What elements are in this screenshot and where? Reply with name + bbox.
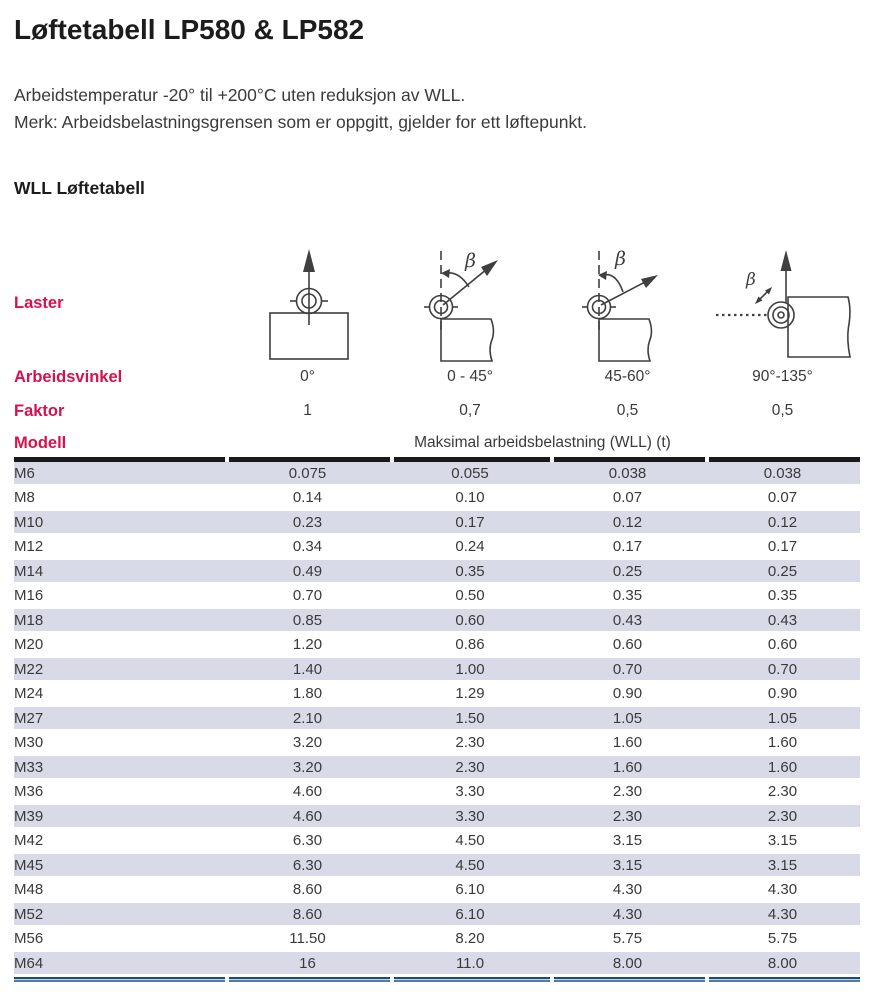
diagram-side-lift-90-135deg <box>705 243 860 363</box>
wll-value-cell: 6.30 <box>292 832 323 849</box>
arbeidsvinkel-label: Arbeidsvinkel <box>14 367 123 386</box>
model-cell: M27 <box>14 709 44 727</box>
wll-value-cell: 0.10 <box>455 489 485 506</box>
wll-value-cell: 2.10 <box>292 709 323 727</box>
wll-value-cell: 1.60 <box>612 758 643 776</box>
diagram-angled-lift-0-45deg <box>390 243 550 363</box>
svg-text:β: β <box>614 248 626 270</box>
table-row <box>14 805 860 827</box>
wll-value-cell: 1.60 <box>767 734 798 751</box>
model-cell: M22 <box>14 660 44 678</box>
faktor-label: Faktor <box>14 401 65 420</box>
wll-value-cell: 3.15 <box>767 832 798 849</box>
table-row <box>14 781 860 803</box>
angle-value: 45-60° <box>604 368 651 385</box>
wll-value-cell: 4.60 <box>292 807 323 825</box>
wll-value-cell: 3.20 <box>292 758 323 776</box>
wll-value-cell: 0.07 <box>612 489 643 506</box>
angled-lift-0-45-icon <box>395 245 545 363</box>
model-cell: M12 <box>14 538 44 555</box>
angle-value: 90°-135° <box>752 368 813 385</box>
wll-value-cell: 0.07 <box>767 489 798 506</box>
page-title: Løftetabell LP580 & LP582 <box>14 14 365 45</box>
model-cell: M64 <box>14 954 44 972</box>
modell-row <box>14 429 860 457</box>
model-cell: M33 <box>14 758 44 776</box>
laster-label: Laster <box>14 293 64 312</box>
intro-text <box>14 82 860 136</box>
table-row <box>14 756 860 778</box>
factor-value: 1 <box>303 402 312 419</box>
wll-value-cell: 0.25 <box>767 562 798 580</box>
wll-value-cell: 6.30 <box>292 856 323 874</box>
model-cell: M52 <box>14 905 44 923</box>
wll-value-cell: 8.60 <box>292 905 323 923</box>
model-cell: M36 <box>14 783 44 800</box>
table-row <box>14 879 860 901</box>
wll-value-cell: 1.00 <box>455 660 485 678</box>
wll-value-cell: 2.30 <box>455 758 485 776</box>
model-cell: M30 <box>14 734 44 751</box>
wll-value-cell: 0.85 <box>292 611 323 629</box>
wll-value-cell: 4.50 <box>455 856 485 874</box>
table-row <box>14 462 860 484</box>
model-cell: M6 <box>14 464 35 482</box>
model-cell: M10 <box>14 513 44 531</box>
wll-value-cell: 2.30 <box>767 807 798 825</box>
table-row <box>14 511 860 533</box>
wll-value-cell: 0.12 <box>767 513 798 531</box>
wll-value-cell: 0.35 <box>455 562 485 580</box>
arbeidsvinkel-row <box>14 363 860 391</box>
section-title: WLL Løftetabell <box>14 178 145 198</box>
wll-value-cell: 1.29 <box>455 685 485 702</box>
rule-segment <box>705 457 860 462</box>
table-row <box>14 707 860 729</box>
wll-value-cell: 0.90 <box>767 685 798 702</box>
wll-value-cell: 0.90 <box>612 685 643 702</box>
diagram-angled-lift-45-60deg <box>550 243 705 363</box>
rule-segment <box>390 457 550 462</box>
model-cell: M24 <box>14 685 44 702</box>
model-cell: M16 <box>14 587 44 604</box>
wll-value-cell: 0.86 <box>455 636 485 653</box>
wll-value-cell: 0.60 <box>612 636 643 653</box>
angle-value: 0 - 45° <box>447 368 493 385</box>
wll-value-cell: 3.15 <box>612 856 643 874</box>
wll-value-cell: 0.43 <box>767 611 798 629</box>
model-cell: M20 <box>14 636 44 653</box>
table-row <box>14 830 860 852</box>
wll-value-cell: 1.20 <box>292 636 323 653</box>
svg-text:β: β <box>745 270 756 290</box>
wll-value-cell: 3.30 <box>455 783 485 800</box>
wll-value-cell: 1.60 <box>612 734 643 751</box>
table-row <box>14 609 860 631</box>
wll-value-cell: 8.60 <box>292 881 323 898</box>
laster-row <box>14 243 860 363</box>
table-row <box>14 903 860 925</box>
table-row <box>14 683 860 705</box>
wll-value-cell: 4.50 <box>455 832 485 849</box>
wll-value-cell: 1.80 <box>292 685 323 702</box>
wll-value-cell: 0.43 <box>612 611 643 629</box>
wll-value-cell: 0.60 <box>767 636 798 653</box>
rule-segment <box>390 977 550 982</box>
table-bottom-rule <box>14 977 860 982</box>
factor-value: 0,7 <box>459 402 481 419</box>
wll-value-cell: 5.75 <box>767 930 798 947</box>
table-top-rule <box>14 457 860 462</box>
model-cell: M45 <box>14 856 44 874</box>
wll-value-cell: 0.25 <box>612 562 643 580</box>
table-row <box>14 952 860 974</box>
wll-value-cell: 8.00 <box>767 954 798 972</box>
wll-value-cell: 0.075 <box>288 464 327 482</box>
wll-value-cell: 0.17 <box>455 513 485 531</box>
wll-value-cell: 2.30 <box>612 783 643 800</box>
wll-table-rows <box>14 462 860 974</box>
svg-text:β: β <box>465 250 476 272</box>
model-cell: M56 <box>14 930 44 947</box>
model-cell: M42 <box>14 832 44 849</box>
model-cell: M48 <box>14 881 44 898</box>
rule-segment <box>14 977 225 982</box>
wll-value-cell: 0.49 <box>292 562 323 580</box>
wll-value-cell: 0.12 <box>612 513 643 531</box>
wll-value-cell: 2.30 <box>612 807 643 825</box>
rule-segment <box>225 457 390 462</box>
wll-value-cell: 2.30 <box>455 734 485 751</box>
rule-segment <box>225 977 390 982</box>
wll-value-cell: 8.00 <box>612 954 643 972</box>
wll-value-cell: 0.23 <box>292 513 323 531</box>
wll-value-cell: 4.60 <box>292 783 323 800</box>
wll-value-cell: 0.038 <box>763 464 802 482</box>
wll-value-cell: 4.30 <box>612 905 643 923</box>
wll-value-cell: 0.038 <box>608 464 647 482</box>
wll-value-cell: 0.70 <box>767 660 798 678</box>
model-cell: M14 <box>14 562 44 580</box>
wll-value-cell: 3.20 <box>292 734 323 751</box>
table-row <box>14 732 860 754</box>
wll-value-cell: 6.10 <box>455 905 485 923</box>
intro-line-2: Merk: Arbeidsbelastningsgrensen som er oppgitt, gjelder for ett løftepunkt. <box>14 112 587 132</box>
table-row <box>14 854 860 876</box>
wll-value-cell: 0.17 <box>612 538 643 555</box>
vertical-lift-icon <box>233 245 383 363</box>
rule-segment <box>14 457 225 462</box>
wll-value-cell: 16 <box>299 954 316 972</box>
wll-value-cell: 0.17 <box>767 538 798 555</box>
rule-segment <box>705 977 860 982</box>
wll-value-cell: 11.50 <box>289 930 326 947</box>
wll-value-cell: 3.15 <box>612 832 643 849</box>
wll-value-cell: 1.60 <box>767 758 798 776</box>
faktor-row <box>14 397 860 425</box>
wll-value-cell: 0.50 <box>455 587 485 604</box>
wll-value-cell: 0.055 <box>451 464 489 482</box>
wll-value-cell: 8.20 <box>455 930 485 947</box>
wll-value-cell: 0.35 <box>612 587 643 604</box>
table-row <box>14 634 860 656</box>
wll-value-cell: 0.70 <box>292 587 323 604</box>
side-lift-90-135-icon <box>708 245 858 363</box>
wll-value-cell: 2.30 <box>767 783 798 800</box>
intro-line-1: Arbeidstemperatur -20° til +200°C uten reduksjon av WLL. <box>14 85 466 105</box>
wll-column-header: Maksimal arbeidsbelastning (WLL) (t) <box>414 434 671 451</box>
rule-segment <box>550 977 705 982</box>
wll-value-cell: 0.24 <box>455 538 485 555</box>
model-cell: M8 <box>14 489 35 506</box>
wll-value-cell: 4.30 <box>767 881 798 898</box>
factor-value: 0,5 <box>616 402 639 419</box>
wll-value-cell: 0.14 <box>292 489 323 506</box>
wll-value-cell: 0.35 <box>767 587 798 604</box>
model-cell: M39 <box>14 807 44 825</box>
wll-value-cell: 0.70 <box>612 660 643 678</box>
wll-value-cell: 4.30 <box>612 881 643 898</box>
factor-value: 0,5 <box>771 402 794 419</box>
table-row <box>14 658 860 680</box>
rule-segment <box>550 457 705 462</box>
diagram-vertical-lift-0deg <box>225 243 390 363</box>
angled-lift-45-60-icon <box>553 245 703 363</box>
wll-value-cell: 1.40 <box>292 660 323 678</box>
wll-value-cell: 3.30 <box>455 807 485 825</box>
wll-value-cell: 0.60 <box>455 611 485 629</box>
wll-value-cell: 6.10 <box>455 881 485 898</box>
model-cell: M18 <box>14 611 44 629</box>
table-row <box>14 560 860 582</box>
wll-value-cell: 11.0 <box>455 954 485 972</box>
angle-value: 0° <box>300 368 315 385</box>
wll-value-cell: 4.30 <box>767 905 798 923</box>
table-row <box>14 536 860 558</box>
table-row <box>14 487 860 509</box>
wll-value-cell: 3.15 <box>767 856 798 874</box>
modell-label: Modell <box>14 433 67 452</box>
wll-value-cell: 1.05 <box>612 709 643 727</box>
wll-value-cell: 1.50 <box>455 709 485 727</box>
table-row <box>14 585 860 607</box>
wll-value-cell: 0.34 <box>292 538 323 555</box>
table-row <box>14 928 860 950</box>
wll-value-cell: 5.75 <box>612 930 643 947</box>
wll-value-cell: 1.05 <box>767 709 798 727</box>
